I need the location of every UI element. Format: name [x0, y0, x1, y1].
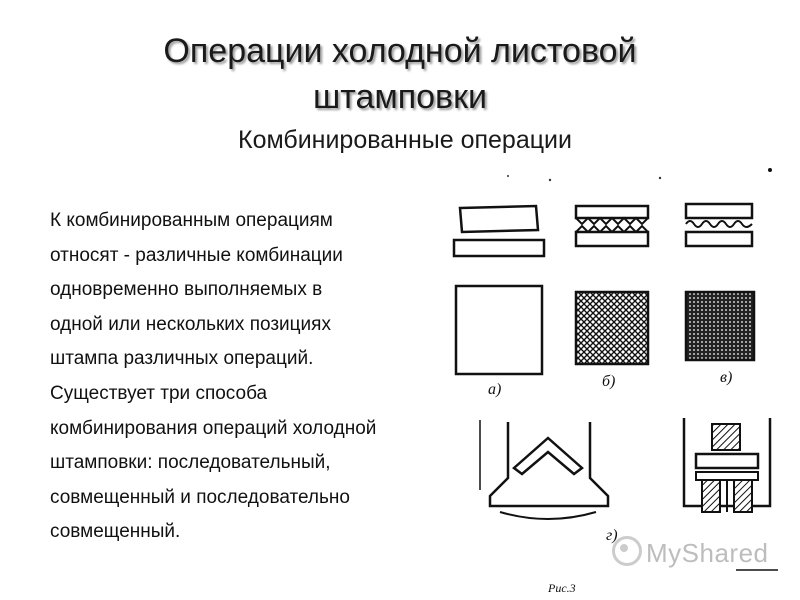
speck	[659, 177, 661, 179]
body-line: штамповки: последовательный,	[50, 452, 331, 474]
body-line: штампа различных операций.	[50, 348, 314, 370]
diagram-a	[454, 206, 544, 374]
speck	[768, 168, 772, 172]
body-line: совмещенный и последовательно	[50, 486, 350, 508]
watermark	[612, 536, 769, 569]
slide-title	[0, 28, 800, 120]
label-a: а)	[488, 381, 502, 398]
diagram-v	[686, 204, 754, 360]
stamping-operations-figure	[440, 160, 800, 600]
label-v: в)	[720, 369, 733, 386]
body-line: одновременно выполняемых в	[50, 279, 323, 301]
diagram-g-left	[480, 420, 608, 519]
label-g: г)	[606, 527, 618, 544]
body-line: К комбинированным операциям	[50, 210, 333, 231]
watermark-logo-icon	[612, 536, 642, 566]
body-text	[50, 204, 460, 550]
slide-subtitle: Комбинированные операции	[238, 126, 572, 154]
body-line: Существует три способа	[50, 382, 268, 404]
title-line-2: штамповки	[312, 78, 487, 116]
diagram-g-right	[684, 418, 770, 512]
body-line: комбинирования операций холодной	[50, 417, 377, 439]
figure-caption: Рис.3	[548, 581, 576, 595]
title-line-1: Операции холодной листовой	[163, 32, 637, 70]
label-b: б)	[602, 373, 616, 390]
diagram-b	[576, 206, 648, 364]
body-line: одной или нескольких позициях	[50, 313, 331, 335]
body-line: совмещенный.	[50, 521, 181, 543]
watermark-text: MyShared	[646, 538, 769, 568]
speck	[549, 179, 551, 181]
speck	[507, 175, 509, 177]
body-line: относят - различные комбинации	[50, 244, 343, 266]
figure-drawing	[440, 160, 800, 600]
